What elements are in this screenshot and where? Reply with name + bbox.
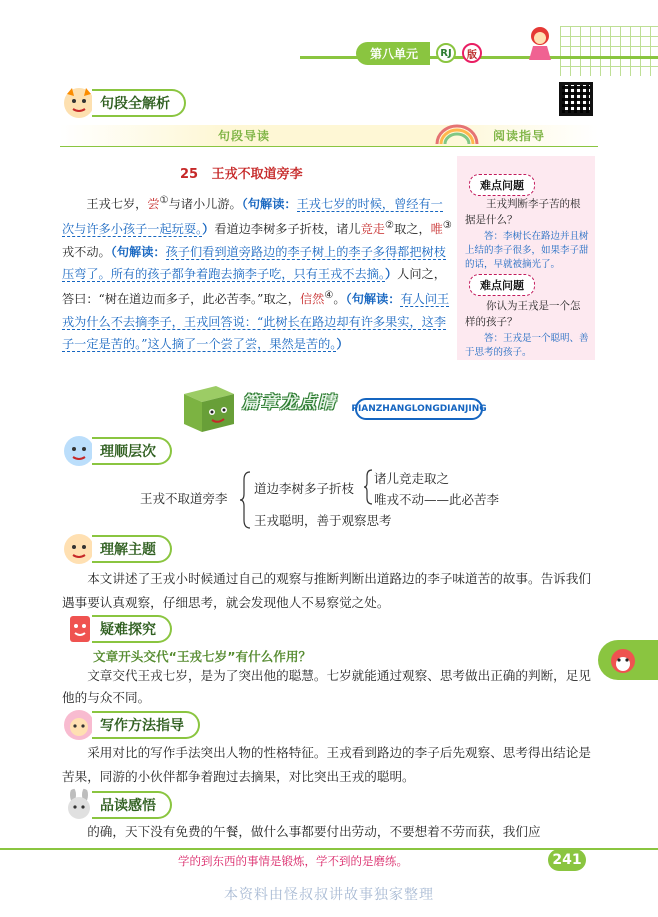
feeling-text: 的确，天下没有免费的午餐，做什么事都要付出劳动，不要想着不劳而获，我们应 [87, 824, 541, 839]
section-header-order [62, 434, 172, 468]
banner-pinyin: PIANZHANGLONGDIANJING [355, 398, 483, 420]
side-question-1: 王戎判断李子苦的根据是什么？ [465, 198, 581, 226]
passage-title [180, 163, 303, 182]
fox-mascot-icon [608, 645, 638, 675]
section-title: 句段全解析 [92, 89, 186, 117]
section-title: 理顺层次 [92, 437, 172, 465]
notebook-mascot-icon [62, 612, 96, 646]
section-header-writing [62, 708, 200, 742]
unit-header [356, 40, 482, 66]
cube-mascot-icon [176, 380, 240, 436]
rainbow-icon [432, 122, 482, 146]
brace-icon [362, 468, 374, 506]
band-label-left: 句段导读 [218, 129, 271, 143]
side-tab-mascot [598, 640, 658, 680]
passage-body: 王戎七岁，尝①与诸小儿游。（句解读：王戎七岁的时候，曾经有一次与许多小孩子一起玩耍。）看道边李树多子折枝，诸儿竞走②取之，唯③戎不动。（句解读：孩子们看到道旁路边的李子树上的李子多得都把树枝压弯了。所有的孩子都争着跑去摘李子吃，只有王戎不去摘。）人问之，答曰：“树在道边而多子，此必苦李。”取之，信然④。（句解读：有人问王戎为什么不去摘李子，王戎回答说：“此树长在路边却有许多果实，这李子一定是苦的。”这人摘了一个尝了尝，果然是苦的。） [62, 195, 452, 351]
explore-answer: 文章交代王戎七岁，是为了突出他的聪慧。七岁就能通过观察、思考做出正确的判断，足见他的与众不同。 [62, 668, 591, 705]
structure-root: 王戎不取道旁李 [140, 491, 228, 506]
structure-leaf-1: 诸儿竞走取之 [374, 471, 450, 486]
section-header-analysis [62, 86, 186, 120]
rabbit-mascot-icon [62, 788, 96, 822]
section-title: 理解主题 [92, 535, 172, 563]
edition-badge-ban: 版 [462, 43, 482, 63]
passage-title-text: 王戎不取道旁李 [211, 167, 303, 182]
structure-branch-2: 王戎聪明，善于观察思考 [254, 513, 392, 528]
passage-number: 25 [180, 167, 199, 182]
qr-code[interactable] [559, 82, 593, 116]
section-header-explore [62, 612, 172, 646]
cat-mascot-icon [62, 86, 96, 120]
banner-title: 篇章龙点睛 [242, 393, 337, 413]
section-header-feeling [62, 788, 172, 822]
difficulty-tag: 难点问题 [469, 274, 535, 296]
cat-mascot-icon [62, 532, 96, 566]
edition-badge-rj: RJ [436, 43, 456, 63]
cat-mascot-icon [62, 434, 96, 468]
unit-label: 第八单元 [356, 42, 430, 65]
explore-question: 文章开头交代“王戎七岁”有什么作用？ [93, 649, 312, 664]
page-number: 241 [548, 849, 586, 871]
theme-text: 本文讲述了王戎小时候通过自己的观察与推断判断出道路边的李子味道苦的故事。告诉我们遇事要认真观察，仔细思考，就会发现他人不易察觉之处。 [62, 571, 591, 610]
section-header-theme [62, 532, 172, 566]
girl-mascot-icon [525, 24, 555, 60]
section-title: 写作方法指导 [92, 711, 200, 739]
structure-branch-1: 道边李树多子折枝 [254, 481, 355, 496]
structure-leaf-2: 唯戎不动——此必苦李 [374, 492, 500, 507]
footer-motto: 学的到东西的事情是锻炼，学不到的是磨练。 [178, 854, 408, 868]
brace-icon [238, 470, 252, 530]
decorative-grid [560, 26, 658, 76]
section-title: 品读感悟 [92, 791, 172, 819]
side-answer-2: 答：王戎是一个聪明、善于思考的孩子。 [465, 333, 589, 358]
band-label-right: 阅读指导 [493, 129, 546, 143]
difficulty-sidebar [457, 156, 595, 360]
watermark-text: 本资料由怪叔叔讲故事独家整理 [224, 887, 434, 903]
writing-text: 采用对比的写作手法突出人物的性格特征。王戎看到路边的李子后先观察、思考得出结论是苦果，同游的小伙伴都争着跑过去摘果，对比突出王戎的聪明。 [62, 745, 591, 784]
difficulty-tag: 难点问题 [469, 174, 535, 196]
side-answer-1: 答：李树长在路边并且树上结的李子很多，如果李子甜的话，早就被摘光了。 [465, 231, 589, 270]
girl-mascot-icon [62, 708, 96, 742]
section-title: 疑难探究 [92, 615, 172, 643]
side-question-2: 你认为王戎是一个怎样的孩子？ [465, 300, 581, 328]
